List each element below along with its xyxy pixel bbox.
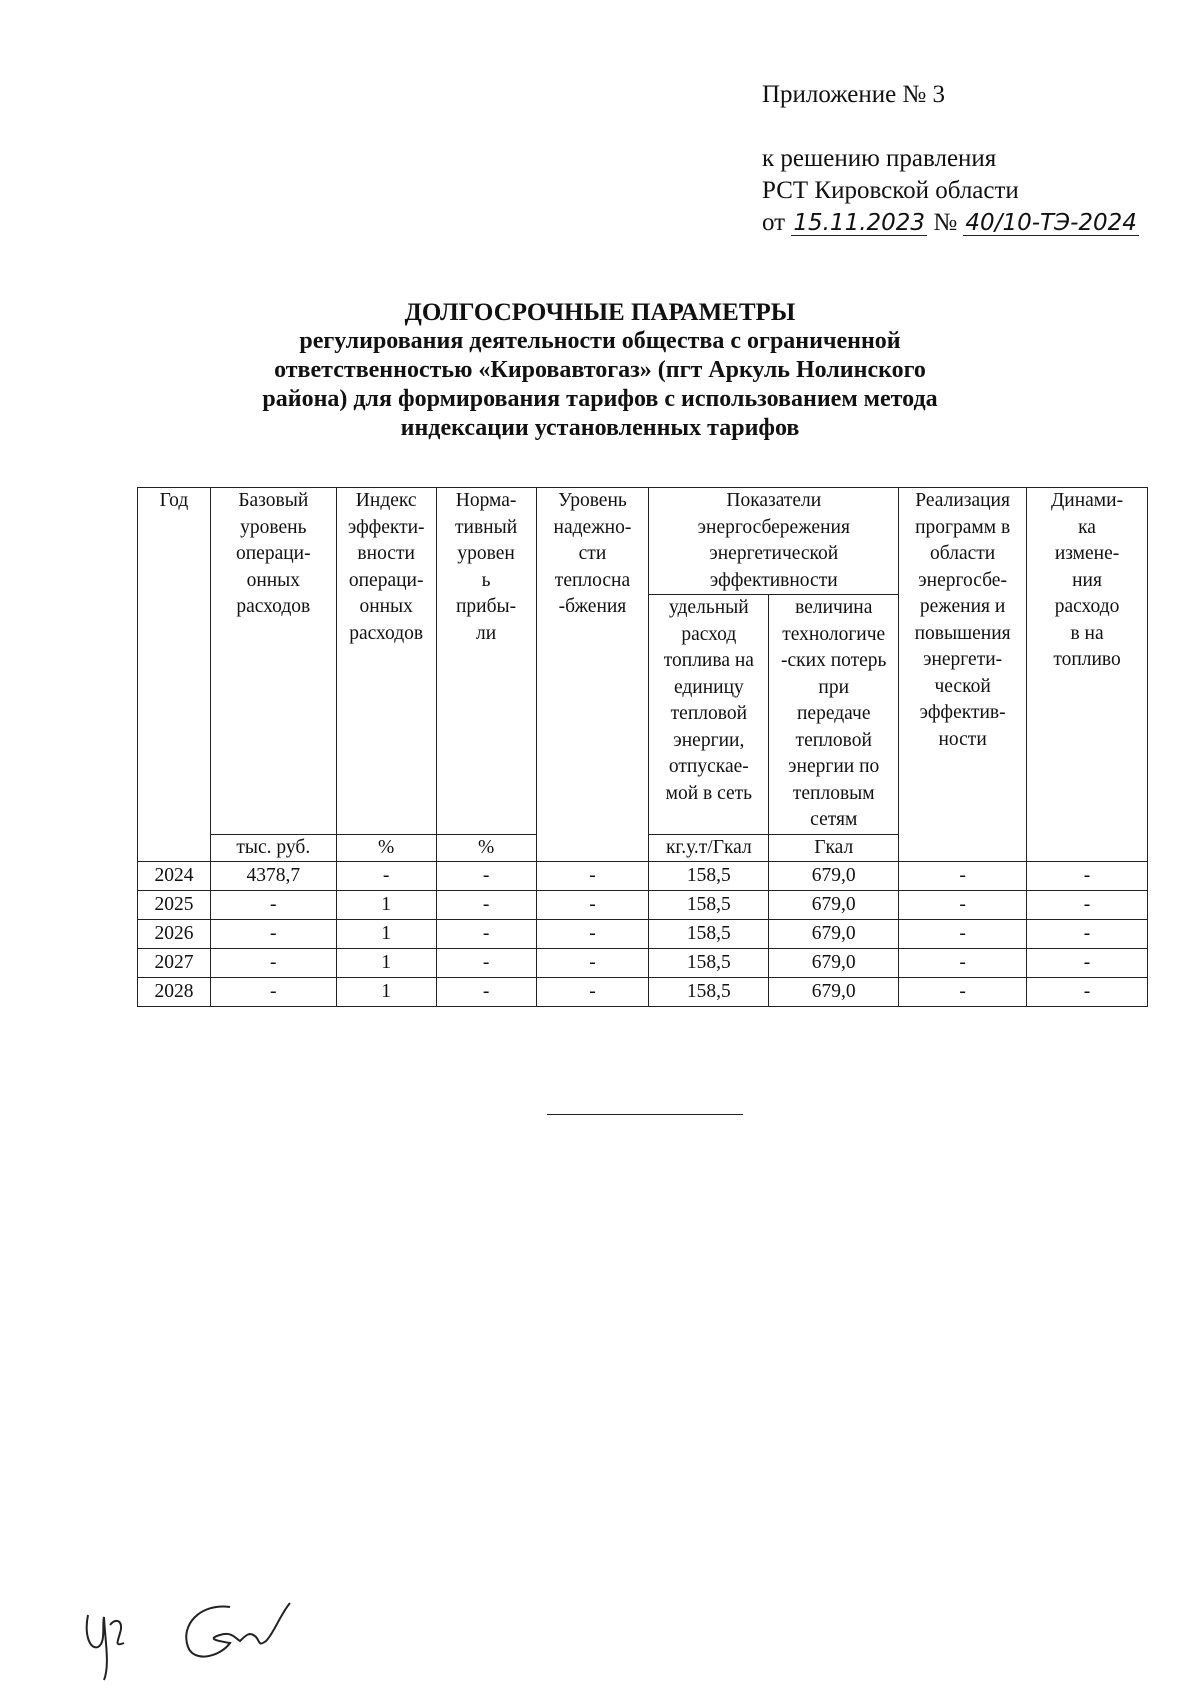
handwritten-signature bbox=[80, 1595, 360, 1685]
header-base-level bbox=[210, 488, 336, 835]
header-line: надежно- bbox=[553, 516, 632, 538]
table-row bbox=[138, 862, 1148, 891]
table-row bbox=[138, 978, 1148, 1007]
from-label: от bbox=[762, 209, 786, 236]
title-line-3: района) для формирования тарифов с использованием метода bbox=[262, 386, 938, 412]
unit-heat-losses: Гкал bbox=[769, 834, 899, 862]
end-divider bbox=[547, 1114, 743, 1115]
header-line: уровен bbox=[457, 543, 515, 564]
parameters-table bbox=[137, 487, 1148, 1007]
header-line: топлива на bbox=[663, 650, 754, 671]
header-line: тепловой bbox=[670, 703, 748, 724]
header-line: Уровень bbox=[558, 490, 627, 511]
header-line: сти bbox=[578, 543, 607, 564]
cell-fuel: 158,5 bbox=[649, 949, 769, 978]
header-line: расходо bbox=[1054, 596, 1120, 617]
title-main: ДОЛГОСРОЧНЫЕ ПАРАМЕТРЫ bbox=[404, 299, 796, 326]
cell-base: 4378,7 bbox=[210, 862, 336, 891]
cell-base: - bbox=[210, 978, 336, 1007]
header-line: энергии, bbox=[673, 729, 745, 751]
title-line-4: индексации установленных тарифов bbox=[400, 415, 800, 441]
cell-reliability: - bbox=[536, 920, 649, 949]
header-line: прибы- bbox=[456, 596, 517, 617]
header-line: Базовый bbox=[238, 490, 309, 511]
header-line: единицу bbox=[673, 676, 744, 698]
cell-year: 2025 bbox=[138, 891, 211, 920]
cell-dynamics: - bbox=[1027, 862, 1148, 891]
unit-efficiency-index: % bbox=[336, 834, 436, 862]
header-line: области bbox=[930, 543, 996, 564]
cell-profit: - bbox=[436, 949, 536, 978]
cell-profit: - bbox=[436, 891, 536, 920]
header-line: эффектив- bbox=[919, 702, 1006, 723]
table-row bbox=[138, 920, 1148, 949]
cell-fuel: 158,5 bbox=[649, 978, 769, 1007]
header-line: -бжения bbox=[558, 596, 627, 617]
header-line: ния bbox=[1072, 569, 1102, 591]
header-line: Индекс bbox=[355, 490, 417, 511]
cell-reliability: - bbox=[536, 862, 649, 891]
cell-efficiency: - bbox=[336, 862, 436, 891]
cell-profit: - bbox=[436, 862, 536, 891]
cell-losses: 679,0 bbox=[769, 862, 899, 891]
header-line: онных bbox=[359, 596, 413, 617]
decision-date-number bbox=[762, 207, 1139, 239]
cell-year: 2027 bbox=[138, 949, 211, 978]
header-reliability-level bbox=[536, 488, 649, 862]
table-body bbox=[138, 862, 1148, 1007]
header-line: энергети- bbox=[923, 649, 1003, 670]
header-line: энергетической bbox=[709, 543, 839, 564]
header-efficiency-index bbox=[336, 488, 436, 835]
header-profit-level bbox=[436, 488, 536, 835]
header-line: топливо bbox=[1053, 649, 1121, 670]
header-line: при bbox=[818, 676, 850, 698]
title-line-1: регулирования деятельности общества с ограниченной bbox=[299, 328, 901, 354]
header-line: ь bbox=[481, 569, 491, 591]
cell-programs: - bbox=[899, 920, 1027, 949]
cell-reliability: - bbox=[536, 949, 649, 978]
cell-losses: 679,0 bbox=[769, 949, 899, 978]
header-line: Норма- bbox=[455, 490, 517, 511]
table-row bbox=[138, 891, 1148, 920]
decision-line-2: РСТ Кировской области bbox=[762, 177, 1019, 204]
cell-year: 2026 bbox=[138, 920, 211, 949]
cell-dynamics: - bbox=[1027, 891, 1148, 920]
header-line: передаче bbox=[796, 703, 871, 724]
cell-base: - bbox=[210, 920, 336, 949]
number-label: № bbox=[933, 209, 958, 236]
cell-fuel: 158,5 bbox=[649, 891, 769, 920]
appendix-label: Приложение № 3 bbox=[762, 81, 946, 108]
title-line-2: ответственностью «Кировавтогаз» (пгт Аркуль Нолинского bbox=[274, 357, 926, 383]
table-row bbox=[138, 949, 1148, 978]
header-line: энергии по bbox=[788, 756, 880, 777]
header-line: энергосбе- bbox=[918, 569, 1007, 591]
cell-efficiency: 1 bbox=[336, 920, 436, 949]
cell-year: 2028 bbox=[138, 978, 211, 1007]
cell-base: - bbox=[210, 891, 336, 920]
cell-dynamics: - bbox=[1027, 920, 1148, 949]
cell-reliability: - bbox=[536, 978, 649, 1007]
header-line: вности bbox=[357, 543, 415, 564]
header-line: онных bbox=[246, 569, 301, 591]
header-line: ка bbox=[1078, 516, 1096, 538]
header-line: энергосбережения bbox=[697, 516, 850, 538]
header-line: тепловой bbox=[795, 729, 872, 751]
cell-programs: - bbox=[899, 949, 1027, 978]
header-line: программ в bbox=[915, 516, 1011, 538]
signature bbox=[80, 1595, 360, 1690]
cell-efficiency: 1 bbox=[336, 949, 436, 978]
cell-fuel: 158,5 bbox=[649, 862, 769, 891]
header-line: теплосна bbox=[554, 569, 631, 591]
header-line: Реализация bbox=[915, 490, 1010, 511]
cell-efficiency: 1 bbox=[336, 891, 436, 920]
cell-programs: - bbox=[899, 862, 1027, 891]
unit-profit-level: % bbox=[436, 834, 536, 862]
header-line: повышения bbox=[914, 622, 1011, 644]
cell-losses: 679,0 bbox=[769, 891, 899, 920]
header-line: режения и bbox=[919, 596, 1006, 617]
cell-base: - bbox=[210, 949, 336, 978]
header-line: расход bbox=[681, 623, 737, 645]
header-line: расходов bbox=[349, 622, 424, 644]
cell-efficiency: 1 bbox=[336, 978, 436, 1007]
header-line: -ских потерь bbox=[781, 650, 887, 671]
cell-profit: - bbox=[436, 920, 536, 949]
header-line: мой в сеть bbox=[665, 782, 753, 804]
decision-reference bbox=[762, 143, 1139, 239]
header-line: Динами- bbox=[1050, 490, 1124, 511]
cell-dynamics: - bbox=[1027, 949, 1148, 978]
header-line: расходов bbox=[236, 596, 311, 617]
cell-fuel: 158,5 bbox=[649, 920, 769, 949]
header-programs bbox=[899, 488, 1027, 862]
header-line: тепловым bbox=[792, 782, 875, 804]
header-line: Показатели bbox=[726, 490, 822, 511]
header-line: величина bbox=[795, 597, 873, 618]
cell-programs: - bbox=[899, 978, 1027, 1007]
cell-year: 2024 bbox=[138, 862, 211, 891]
header-line: тивный bbox=[455, 516, 518, 538]
header-line: эффекти- bbox=[347, 516, 425, 538]
header-line: ли bbox=[475, 622, 497, 644]
cell-profit: - bbox=[436, 978, 536, 1007]
cell-losses: 679,0 bbox=[769, 920, 899, 949]
header-line: отпускае- bbox=[668, 756, 749, 777]
unit-base-level: тыс. руб. bbox=[210, 834, 336, 862]
header-line: ности bbox=[938, 728, 987, 750]
cell-programs: - bbox=[899, 891, 1027, 920]
header-line: удельный bbox=[668, 597, 749, 618]
header-energy-saving bbox=[649, 488, 899, 595]
decision-line-1: к решению правления bbox=[762, 145, 997, 172]
header-line: сетям bbox=[810, 809, 858, 830]
header-fuel-consumption bbox=[649, 595, 769, 835]
cell-reliability: - bbox=[536, 891, 649, 920]
header-line: операци- bbox=[348, 569, 424, 591]
cell-losses: 679,0 bbox=[769, 978, 899, 1007]
header-line: эффективности bbox=[709, 569, 838, 591]
header-year: Год bbox=[138, 488, 211, 862]
header-line: ческой bbox=[934, 675, 991, 697]
document-title bbox=[200, 298, 1000, 443]
header-line: в на bbox=[1070, 622, 1104, 644]
decision-number: 40/10-ТЭ-2024 bbox=[965, 210, 1137, 236]
header-fuel-dynamics bbox=[1027, 488, 1148, 862]
header-line: уровень bbox=[240, 516, 307, 538]
header-line: операци- bbox=[235, 543, 311, 564]
cell-dynamics: - bbox=[1027, 978, 1148, 1007]
decision-date: 15.11.2023 bbox=[793, 210, 926, 236]
header-line: технологиче bbox=[782, 623, 886, 645]
header-heat-losses bbox=[769, 595, 899, 835]
unit-fuel-consumption: кг.у.т/Гкал bbox=[649, 834, 769, 862]
header-line: измене- bbox=[1054, 543, 1120, 564]
